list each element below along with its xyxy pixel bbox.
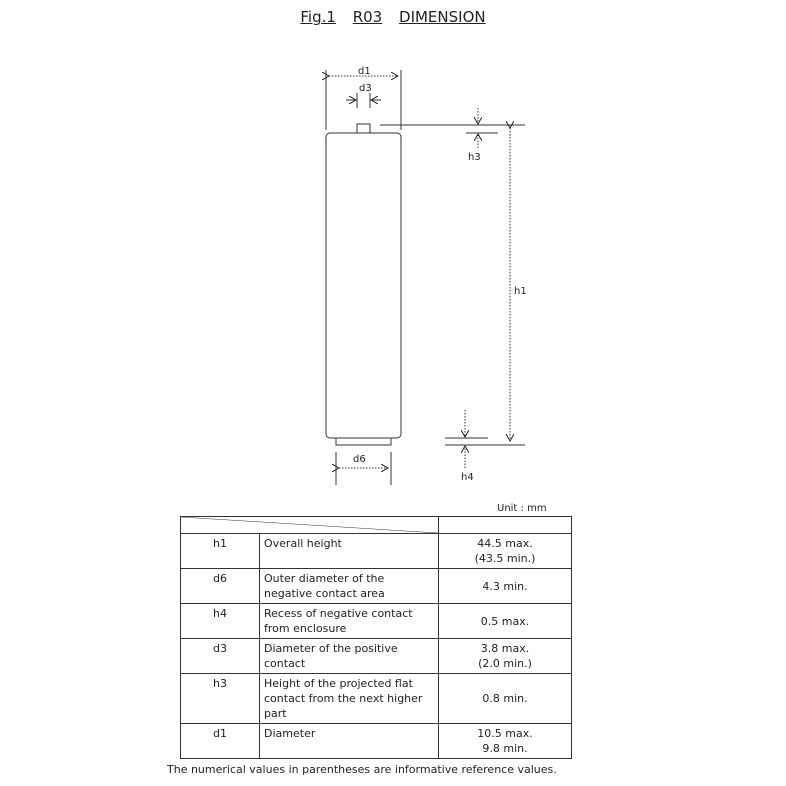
table-header-row: [181, 517, 572, 534]
battery-body: [326, 133, 401, 438]
row-description: Diameter of the positive contact: [260, 639, 439, 674]
table-row: [181, 639, 572, 674]
row-value: [439, 674, 572, 724]
row-symbol: h3: [181, 674, 260, 724]
d6-label: d6: [353, 454, 366, 465]
header-diagonal-cell: [181, 517, 439, 534]
row-value: [439, 569, 572, 604]
row-value-primary: 0.8 min.: [482, 692, 528, 705]
h1-label: h1: [514, 286, 527, 297]
d3-dimension: [346, 83, 381, 108]
header-value-cell: [439, 517, 572, 534]
row-value-secondary: (43.5 min.): [474, 552, 536, 565]
h1-dimension: [510, 128, 527, 441]
row-symbol: d6: [181, 569, 260, 604]
row-value: [439, 724, 572, 759]
row-description: Outer diameter of the negative contact area: [260, 569, 439, 604]
negative-contact: [336, 438, 391, 445]
row-description: Height of the projected flat contact from the next higher part: [260, 674, 439, 724]
table-row: [181, 534, 572, 569]
positive-terminal: [357, 124, 370, 133]
d6-dimension: [336, 452, 391, 485]
unit-label: Unit : mm: [497, 503, 547, 514]
row-symbol: h1: [181, 534, 260, 569]
row-value-secondary: (2.0 min.): [478, 657, 532, 670]
row-description: Overall height: [260, 534, 439, 569]
row-value: [439, 604, 572, 639]
table-row: [181, 724, 572, 759]
footnote: The numerical values in parentheses are informative reference values.: [167, 763, 557, 776]
d1-label: d1: [358, 66, 371, 77]
dimension-table: [180, 516, 572, 759]
table-row: [181, 604, 572, 639]
row-symbol: h4: [181, 604, 260, 639]
row-value-primary: 10.5 max.: [477, 727, 533, 740]
row-symbol: d3: [181, 639, 260, 674]
h4-label: h4: [461, 472, 474, 483]
row-value-secondary: 9.8 min.: [482, 742, 528, 755]
d1-dimension: [326, 66, 401, 130]
row-value: [439, 534, 572, 569]
row-value-primary: 0.5 max.: [480, 614, 530, 628]
h3-label: h3: [468, 152, 481, 163]
battery-code: R03: [352, 8, 383, 26]
h3-dimension: [380, 108, 525, 163]
row-symbol: d1: [181, 724, 260, 759]
d3-label: d3: [359, 83, 372, 94]
row-value-primary: 4.3 min.: [482, 579, 528, 593]
row-description: Recess of negative contact from enclosure: [260, 604, 439, 639]
row-value-primary: 44.5 max.: [477, 537, 533, 550]
figure-title-word: DIMENSION: [399, 8, 486, 26]
table-row: [181, 674, 572, 724]
row-description: Diameter: [260, 724, 439, 759]
row-value: [439, 639, 572, 674]
diagonal-line: [181, 517, 438, 533]
row-value-primary: 3.8 max.: [480, 642, 530, 655]
table-row: [181, 569, 572, 604]
h4-dimension: [445, 410, 525, 483]
figure-number: Fig.1: [300, 8, 336, 26]
